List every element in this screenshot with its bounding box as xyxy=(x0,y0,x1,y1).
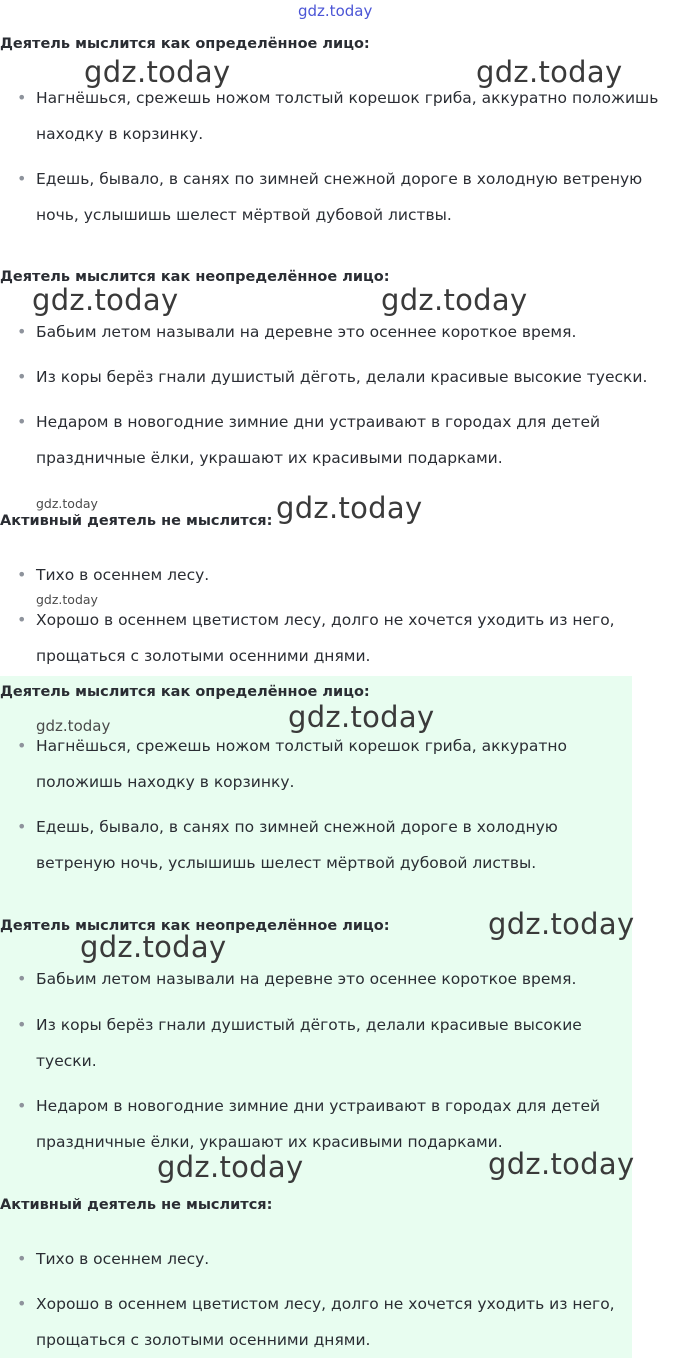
section-heading: Деятель мыслится как определённое лицо: xyxy=(0,36,370,52)
list-item-line: находку в корзинку. xyxy=(36,125,204,143)
watermark: gdz.today xyxy=(288,700,435,734)
watermark-small: gdz.today xyxy=(36,496,98,511)
list-item-line: прощаться с золотыми осенними днями. xyxy=(36,647,371,665)
bullet: • xyxy=(17,817,27,836)
watermark: gdz.today xyxy=(157,1150,304,1184)
bullet: • xyxy=(17,736,27,755)
section-heading: Активный деятель не мыслится: xyxy=(0,1197,273,1213)
list-item-line: Хорошо в осеннем цветистом лесу, долго не хочется уходить из него, xyxy=(36,611,615,629)
watermark: gdz.today xyxy=(488,907,635,941)
list-item-line: ночь, услышишь шелест мёртвой дубовой листвы. xyxy=(36,206,452,224)
bullet: • xyxy=(17,169,27,188)
list-item-line: прощаться с золотыми осенними днями. xyxy=(36,1331,371,1349)
watermark-small: gdz.today xyxy=(36,592,98,607)
bullet: • xyxy=(17,322,27,341)
top-watermark: gdz.today xyxy=(298,2,373,20)
bullet: • xyxy=(17,1249,27,1268)
list-item-line: ветреную ночь, услышишь шелест мёртвой дубовой листвы. xyxy=(36,854,537,872)
bullet: • xyxy=(17,367,27,386)
list-item-line: положишь находку в корзинку. xyxy=(36,773,295,791)
list-item-line: Тихо в осеннем лесу. xyxy=(36,1250,210,1268)
list-item-line: туески. xyxy=(36,1052,97,1070)
list-item-line: праздничные ёлки, украшают их красивыми подарками. xyxy=(36,1133,503,1151)
list-item-line: праздничные ёлки, украшают их красивыми подарками. xyxy=(36,449,503,467)
watermark: gdz.today xyxy=(488,1147,635,1181)
watermark: gdz.today xyxy=(84,55,231,89)
bullet: • xyxy=(17,88,27,107)
bullet: • xyxy=(17,1015,27,1034)
bullet: • xyxy=(17,565,27,584)
list-item-line: Бабьим летом называли на деревне это осеннее короткое время. xyxy=(36,323,577,341)
list-item-line: Едешь, бывало, в санях по зимней снежной дороге в холодную xyxy=(36,818,558,836)
list-item-line: Нагнёшься, срежешь ножом толстый корешок гриба, аккуратно положишь xyxy=(36,89,659,107)
section-heading: Деятель мыслится как неопределённое лицо: xyxy=(0,918,390,934)
bullet: • xyxy=(17,1294,27,1313)
watermark: gdz.today xyxy=(381,283,528,317)
list-item-line: Нагнёшься, срежешь ножом толстый корешок гриба, аккуратно xyxy=(36,737,568,755)
list-item-line: Из коры берёз гнали душистый дёготь, делали красивые высокие туески. xyxy=(36,368,648,386)
watermark-small: gdz.today xyxy=(36,717,111,735)
watermark: gdz.today xyxy=(276,491,423,525)
list-item-line: Едешь, бывало, в санях по зимней снежной дороге в холодную ветреную xyxy=(36,170,643,188)
list-item-line: Недаром в новогодние зимние дни устраивают в городах для детей xyxy=(36,1097,601,1115)
watermark: gdz.today xyxy=(476,55,623,89)
bullet: • xyxy=(17,969,27,988)
list-item-line: Бабьим летом называли на деревне это осеннее короткое время. xyxy=(36,970,577,988)
section-heading: Деятель мыслится как определённое лицо: xyxy=(0,684,370,700)
list-item-line: Хорошо в осеннем цветистом лесу, долго не хочется уходить из него, xyxy=(36,1295,615,1313)
watermark: gdz.today xyxy=(32,283,179,317)
section-heading: Деятель мыслится как неопределённое лицо: xyxy=(0,269,390,285)
bullet: • xyxy=(17,610,27,629)
section-heading: Активный деятель не мыслится: xyxy=(0,513,273,529)
list-item-line: Из коры берёз гнали душистый дёготь, делали красивые высокие xyxy=(36,1016,582,1034)
watermark: gdz.today xyxy=(80,930,227,964)
bullet: • xyxy=(17,1096,27,1115)
list-item-line: Недаром в новогодние зимние дни устраивают в городах для детей xyxy=(36,413,601,431)
bullet: • xyxy=(17,412,27,431)
list-item-line: Тихо в осеннем лесу. xyxy=(36,566,210,584)
